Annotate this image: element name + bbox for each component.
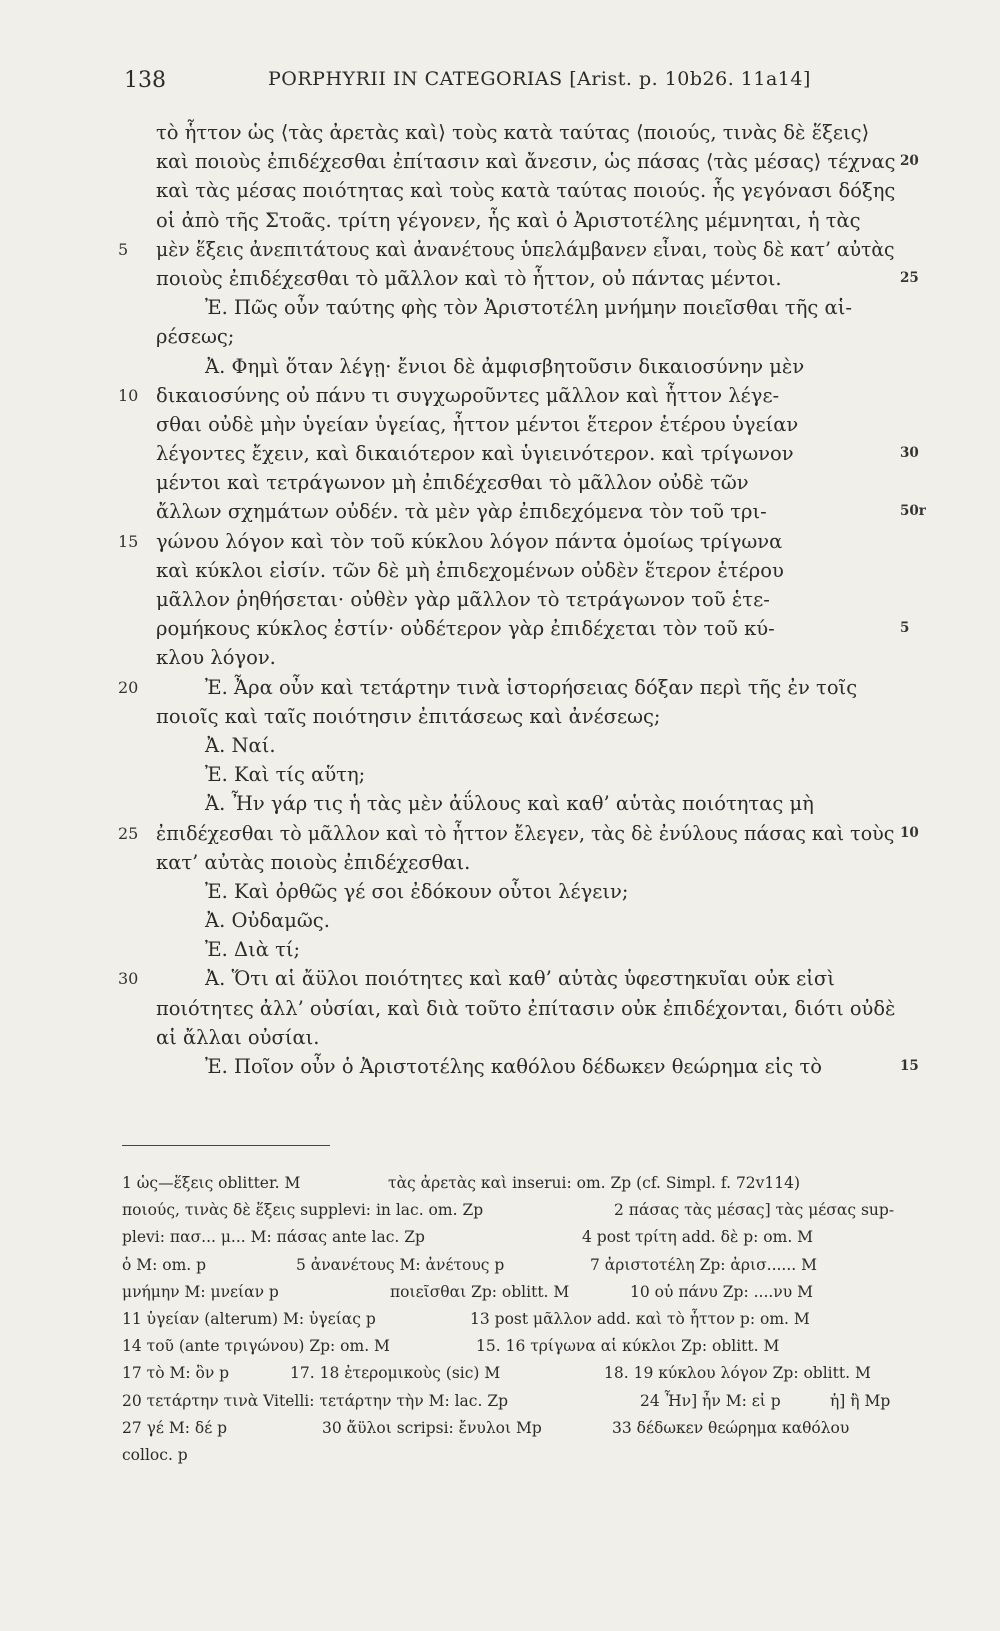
apparatus-note: 2 πάσας τὰς μέσας] τὰς μέσας sup- <box>614 1201 895 1220</box>
line-text: Ἀ. Ναί. <box>205 733 276 757</box>
source-reference: 20 <box>900 153 919 170</box>
text-line <box>0 118 1000 147</box>
line-text: λέγοντες ἔχειν, καὶ δικαιότερον καὶ ὑγιεινότερον. καὶ τρίγωνον <box>156 442 794 466</box>
text-line <box>0 293 1000 322</box>
source-reference: 30 <box>900 445 919 462</box>
line-text: ρομήκους κύκλος ἐστίν· οὐδέτερον γὰρ ἐπιδέχεται τὸν τοῦ κύ- <box>156 617 775 641</box>
line-text: ποιοῖς καὶ ταῖς ποιότησιν ἐπιτάσεως καὶ ἀνέσεως; <box>156 704 661 728</box>
running-title: PORPHYRII IN CATEGORIAS [Arist. p. 10b26. 11a14] <box>268 68 811 90</box>
line-text: ἄλλων σχημάτων οὐδέν. τὰ μὲν γὰρ ἐπιδεχόμενα τὸν τοῦ τρι- <box>156 500 767 524</box>
apparatus-line <box>0 1224 1000 1251</box>
line-text: ἐπιδέχεσθαι τὸ μᾶλλον καὶ τὸ ἧττον ἔλεγεν, τὰς δὲ ἐνύλους πάσας καὶ τοὺς <box>156 821 895 845</box>
page-header <box>0 62 1000 96</box>
line-text: μὲν ἕξεις ἀνεπιτάτους καὶ ἀνανέτους ὑπελάμβανεν εἶναι, τοὺς δὲ κατ’ αὐτὰς <box>156 237 895 261</box>
apparatus-line <box>0 1306 1000 1333</box>
text-line <box>0 760 1000 789</box>
text-line <box>0 352 1000 381</box>
line-text: οἱ ἀπὸ τῆς Στοᾶς. τρίτη γέγονεν, ἧς καὶ ὁ Ἀριστοτέλης μέμνηται, ἡ τὰς <box>156 208 861 232</box>
footnote-rule <box>122 1145 330 1146</box>
text-line <box>0 731 1000 760</box>
text-line <box>0 1023 1000 1052</box>
line-text: Ἀ. Ὅτι αἱ ἄϋλοι ποιότητες καὶ καθ’ αὑτὰς ὑφεστηκυῖαι οὐκ εἰσὶ <box>205 967 835 991</box>
line-number: 25 <box>118 823 139 843</box>
apparatus-note: ποιεῖσθαι Zp: oblitt. M <box>390 1282 570 1301</box>
text-line <box>0 964 1000 993</box>
apparatus-note: 15. 16 τρίγωνα αἱ κύκλοι Zp: oblitt. M <box>476 1337 780 1356</box>
line-number: 30 <box>118 969 139 989</box>
line-text: Ἐ. Πῶς οὖν ταύτης φὴς τὸν Ἀριστοτέλη μνήμην ποιεῖσθαι τῆς αἱ- <box>205 296 852 320</box>
apparatus-line <box>0 1252 1000 1279</box>
apparatus-note: ὁ M: om. p <box>122 1255 207 1274</box>
line-text: Ἐ. Ποῖον οὖν ὁ Ἀριστοτέλης καθόλου δέδωκεν θεώρημα εἰς τὸ <box>205 1055 823 1078</box>
text-line <box>0 235 1000 264</box>
text-line <box>0 819 1000 848</box>
apparatus-note: 7 ἀριστοτέλη Zp: ἀρισ...... M <box>590 1255 818 1274</box>
apparatus-line <box>0 1415 1000 1442</box>
page-number: 138 <box>124 68 166 93</box>
apparatus-line <box>0 1197 1000 1224</box>
text-line <box>0 935 1000 964</box>
apparatus-note: 27 γέ M: δέ p <box>122 1418 228 1437</box>
text-line <box>0 994 1000 1023</box>
apparatus-note: 11 ὑγείαν (alterum) M: ὑγείας p <box>122 1309 376 1328</box>
text-line <box>0 643 1000 672</box>
apparatus-note: 18. 19 κύκλου λόγον Zp: oblitt. M <box>604 1364 871 1383</box>
text-line <box>0 556 1000 585</box>
apparatus-note: 5 ἀνανέτους M: ἀνέτους p <box>296 1255 505 1274</box>
line-text: σθαι οὐδὲ μὴν ὑγείαν ὑγείας, ἧττον μέντοι ἕτερον ἑτέρου ὑγείαν <box>156 412 799 436</box>
apparatus-note: 17 τὸ M: ὃν p <box>122 1364 230 1383</box>
apparatus-note: μνήμην M: μνείαν p <box>122 1282 279 1301</box>
line-text: καὶ ποιοὺς ἐπιδέχεσθαι ἐπίτασιν καὶ ἄνεσιν, ὡς πάσας ⟨τὰς μέσας⟩ τέχνας <box>156 150 896 174</box>
line-number: 15 <box>118 531 139 551</box>
line-text: δικαιοσύνης οὐ πάνυ τι συγχωροῦντες μᾶλλον καὶ ἧττον λέγε- <box>156 383 780 407</box>
text-line <box>0 702 1000 731</box>
source-reference: 15 <box>900 1058 919 1074</box>
text-line <box>0 614 1000 643</box>
line-text: Ἐ. Ἆρα οὖν καὶ τετάρτην τινὰ ἱστορήσειας δόξαν περὶ τῆς ἐν τοῖς <box>205 675 858 699</box>
text-line <box>0 497 1000 526</box>
line-number: 20 <box>118 677 139 697</box>
line-text: Ἀ. Ἦν γάρ τις ἡ τὰς μὲν ἀΰλους καὶ καθ’ αὑτὰς ποιότητας μὴ <box>205 792 814 816</box>
apparatus-note: ἡ] ἢ Mp <box>830 1391 891 1410</box>
text-line <box>0 206 1000 235</box>
text-line <box>0 1052 1000 1081</box>
apparatus-line <box>0 1333 1000 1360</box>
text-line <box>0 848 1000 877</box>
line-text: καὶ κύκλοι εἰσίν. τῶν δὲ μὴ ἐπιδεχομένων οὐδὲν ἕτερον ἑτέρου <box>156 558 784 582</box>
line-number: 10 <box>118 385 139 405</box>
source-reference: 50r <box>900 503 926 520</box>
line-text: ποιότητες ἀλλ’ οὐσίαι, καὶ διὰ τοῦτο ἐπίτασιν οὐκ ἐπιδέχονται, διότι οὐδὲ <box>156 996 896 1020</box>
apparatus-line <box>0 1442 1000 1469</box>
text-line <box>0 468 1000 497</box>
text-line <box>0 906 1000 935</box>
line-text: Ἀ. Φημὶ ὅταν λέγῃ· ἔνιοι δὲ ἀμφισβητοῦσιν δικαιοσύνην μὲν <box>205 354 805 378</box>
line-text: αἱ ἄλλαι οὐσίαι. <box>156 1025 320 1049</box>
line-text: ποιοὺς ἐπιδέχεσθαι τὸ μᾶλλον καὶ τὸ ἧττον, οὐ πάντας μέντοι. <box>156 266 782 290</box>
apparatus-line <box>0 1388 1000 1415</box>
apparatus-note: 17. 18 ἑτερομικοὺς (sic) M <box>290 1364 501 1383</box>
text-line <box>0 322 1000 351</box>
line-text: μέντοι καὶ τετράγωνον μὴ ἐπιδέχεσθαι τὸ μᾶλλον οὐδὲ τῶν <box>156 471 749 495</box>
apparatus-note: 20 τετάρτην τινὰ Vitelli: τετάρτην τὴν M: lac. Zp <box>122 1391 509 1410</box>
apparatus-note: 24 Ἦν] ἦν M: εἰ p <box>640 1391 781 1410</box>
line-text: κλου λόγον. <box>156 646 276 670</box>
apparatus-note: 13 post μᾶλλον add. καὶ τὸ ἧττον p: om. M <box>470 1309 810 1328</box>
line-text: γώνου λόγον καὶ τὸν τοῦ κύκλου λόγον πάντα ὁμοίως τρίγωνα <box>156 529 783 553</box>
source-reference: 5 <box>900 620 910 637</box>
apparatus-note: 14 τοῦ (ante τριγώνου) Zp: om. M <box>122 1337 390 1356</box>
apparatus-note: 4 post τρίτη add. δὲ p: om. M <box>582 1228 814 1247</box>
apparatus-note: τὰς ἀρετὰς καὶ inserui: om. Zp (cf. Simpl. f. 72v114) <box>388 1174 801 1192</box>
text-line <box>0 877 1000 906</box>
line-text: μᾶλλον ῥηθήσεται· οὐθὲν γὰρ μᾶλλον τὸ τετράγωνον τοῦ ἑτε- <box>156 588 770 611</box>
line-text: Ἀ. Οὐδαμῶς. <box>205 909 330 933</box>
line-text: κατ’ αὐτὰς ποιοὺς ἐπιδέχεσθαι. <box>156 850 471 874</box>
text-line <box>0 147 1000 176</box>
apparatus-note: ποιούς, τινὰς δὲ ἕξεις supplevi: in lac. om. Zp <box>122 1201 484 1220</box>
line-text: Ἐ. Καὶ τίς αὕτη; <box>205 763 366 787</box>
source-reference: 10 <box>900 824 919 841</box>
line-text: Ἐ. Διὰ τί; <box>205 938 301 962</box>
apparatus-line <box>0 1360 1000 1387</box>
apparatus-note: 1 ὡς—ἕξεις oblitter. M <box>122 1174 301 1192</box>
text-line <box>0 410 1000 439</box>
text-line <box>0 381 1000 410</box>
apparatus-note: 30 ἄϋλοι scripsi: ἔνυλοι Mp <box>322 1418 542 1437</box>
line-text: Ἐ. Καὶ ὀρθῶς γέ σοι ἐδόκουν οὗτοι λέγειν; <box>205 879 629 903</box>
text-line <box>0 264 1000 293</box>
line-text: ρέσεως; <box>156 325 235 349</box>
line-text: τὸ ἧττον ὡς ⟨τὰς ἀρετὰς καὶ⟩ τοὺς κατὰ ταύτας ⟨ποιούς, τινὰς δὲ ἕξεις⟩ <box>156 121 870 144</box>
apparatus-note: 33 δέδωκεν θεώρημα καθόλου <box>612 1418 850 1437</box>
source-reference: 25 <box>900 269 919 286</box>
apparatus-line <box>0 1170 1000 1197</box>
text-line <box>0 585 1000 614</box>
text-line <box>0 527 1000 556</box>
text-line <box>0 789 1000 818</box>
text-line <box>0 673 1000 702</box>
line-number: 5 <box>118 239 129 259</box>
line-text: καὶ τὰς μέσας ποιότητας καὶ τοὺς κατὰ ταύτας ποιούς. ἧς γεγόνασι δόξης <box>156 179 896 203</box>
main-text <box>0 118 1000 1081</box>
apparatus-note: plevi: πασ... μ... M: πάσας ante lac. Zp <box>122 1228 425 1247</box>
apparatus-note: colloc. p <box>122 1445 188 1464</box>
critical-apparatus <box>0 1170 1000 1469</box>
apparatus-note: 10 οὐ πάνυ Zp: ....νυ M <box>630 1282 813 1301</box>
text-line <box>0 176 1000 205</box>
apparatus-line <box>0 1279 1000 1306</box>
text-line <box>0 439 1000 468</box>
